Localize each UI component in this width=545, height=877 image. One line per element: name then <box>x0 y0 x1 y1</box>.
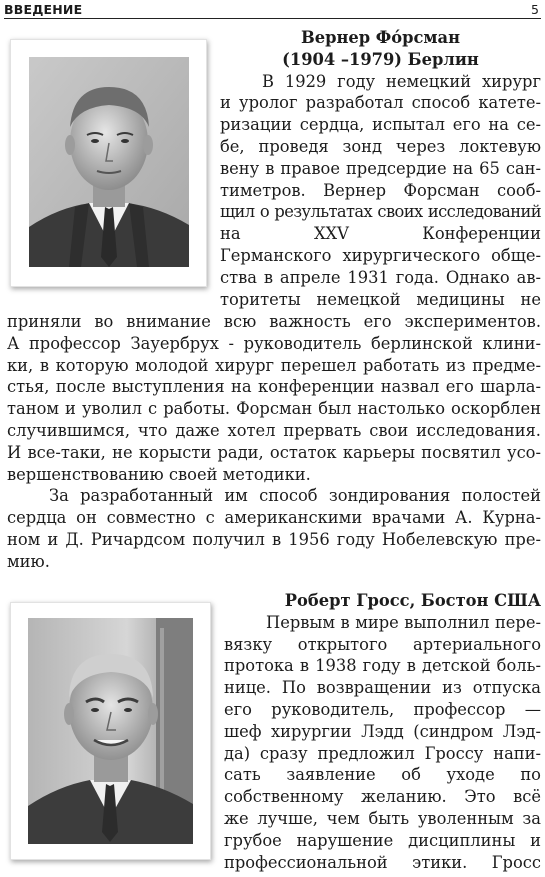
article2-column <box>224 590 541 873</box>
article2-line: же лучше, чем быть уволенным за <box>224 808 541 828</box>
article1-line: и уролог разработал способ катете- <box>220 93 541 113</box>
portrait-forssmann-image <box>29 57 189 267</box>
page-number: 5 <box>531 2 539 17</box>
article1-full-line: вершенствованию своей методики. <box>7 464 311 484</box>
section-title: ВВЕДЕНИЕ <box>4 2 83 17</box>
article2-line: вязку открытого артериального <box>224 634 541 654</box>
portrait-photo-gross <box>10 602 211 860</box>
portrait-gross-image <box>28 618 193 844</box>
article1-line: на XXV Конференции <box>220 224 541 244</box>
article1-column <box>220 27 541 310</box>
article1-full-line: ки, в которую молодой хирург перешел работать из предме- <box>7 355 541 375</box>
article1-line: В 1929 году немецкий хирург <box>262 71 541 91</box>
article1-full-line: стья, после выступления на конференции назвал его шарла- <box>7 377 541 397</box>
article1-line: ства в апреле 1931 года. Однако ав- <box>220 267 541 287</box>
article1-line: торитеты немецкой медицины не <box>220 289 541 309</box>
article1-full-line: сердца он совместно с американскими врачами А. Курна- <box>7 508 541 528</box>
article1-line: тиметров. Вернер Форсман сооб- <box>220 180 541 200</box>
article1-line: щил о результатах своих исследований <box>220 202 541 222</box>
article1-full-line: мию. <box>7 551 50 571</box>
article1-heading-name: Вернер Фо́рсман <box>300 28 461 47</box>
article2-line: да) сразу предложил Гроссу напи- <box>224 743 541 763</box>
article2-line: сать заявление об уходе по <box>224 765 541 785</box>
article2-line: Первым в мире выполнил пере- <box>266 612 541 632</box>
article1-full-line: ном и Д. Ричардсом получил в 1956 году Нобелевскую пре- <box>7 529 541 549</box>
article1-full-line: таном и уволил с работы. Форсман был настолько оскорблен <box>7 399 541 419</box>
article1-line: вену в правое предсердие на 65 сан- <box>220 158 541 178</box>
article1-full-line: приняли во внимание всю важность его экспериментов. <box>7 312 541 331</box>
article1-full-line: И все-таки, не корысти ради, остаток карьеры посвятил усо- <box>7 442 541 462</box>
article2-line: его руководитель, профессор — <box>224 699 541 719</box>
article1-line: Германского хирургического обще- <box>220 245 541 265</box>
article1-line: ризации сердца, испытал его на се- <box>220 115 541 135</box>
article1-line: бе, проведя зонд через локтевую <box>220 136 541 156</box>
article1-full-line: случившимся, что даже хотел прервать свои исследования. <box>7 420 541 440</box>
article2-line: профессиональной этики. Гросс <box>224 852 541 872</box>
article2-line: протока в 1938 году в детской боль- <box>224 656 541 676</box>
running-head <box>4 2 541 19</box>
article2-heading: Роберт Гросс, Бостон США <box>284 591 541 610</box>
article1-full-text <box>7 311 541 573</box>
article2-line: нице. По возвращении из отпуска <box>224 678 541 698</box>
article2-line: грубое нарушение дисциплины и <box>224 830 541 850</box>
article2-line: шеф хирургии Лэдд (синдром Лэд- <box>224 721 541 741</box>
article1-heading-years: (1904 –1979) Берлин <box>282 49 479 69</box>
article1-full-line: За разработанный им способ зондирования полостей <box>49 486 541 506</box>
article2-line: собственному желанию. Это всё <box>224 787 541 807</box>
portrait-photo-forssmann <box>10 39 207 287</box>
article1-full-line: А профессор Зауербрух - руководитель берлинской клини- <box>7 333 541 353</box>
